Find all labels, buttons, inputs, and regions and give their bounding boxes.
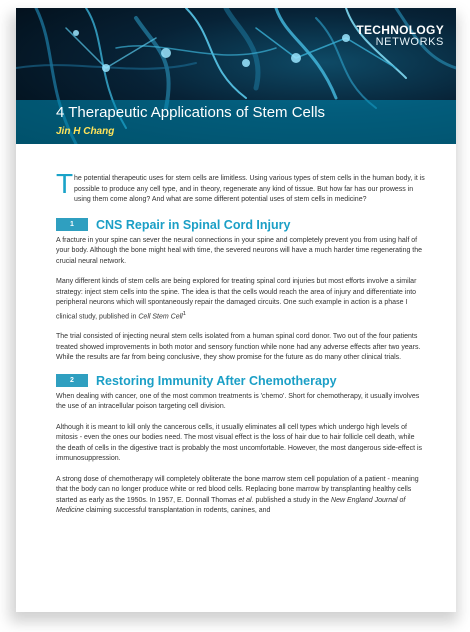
section-1-paragraph-2-text: Many different kinds of stem cells are being explored for treating spinal cord injuries but most efforts involve a similar strategy: inject stem cells into the spine. The idea is that the cells would reach the area of injury and differentiate into peripheral neurons which will spontaneously repair the damaged circuits. One such example in action is a phase I clinical study, published in [56, 278, 417, 320]
drop-cap: T [56, 168, 74, 199]
section-1-heading [56, 218, 426, 232]
section-2-paragraph-3-text: A strong dose of chemotherapy will completely obliterate the bone marrow stem cell population of a patient - meaning that the body can no longer produce white or red blood cells. Replacing bone marrow by transplanting healthy cells started as early as the 1950s. In 1957, E. Donnall Thomas [56, 475, 419, 504]
section-1-title: CNS Repair in Spinal Cord Injury [96, 217, 291, 232]
section-2-paragraph-3-mid: published a study in the [255, 496, 330, 504]
section-2-paragraph-3-end: claiming successful transplantation in rodents, canines, and [85, 507, 271, 515]
section-1-paragraph-3: The trial consisted of injecting neural stem cells isolated from a human spinal cord donor. Two out of the four patients treated showed improvements in both motor and sensory function while none had any adverse effects after two years. While the results are far from being conclusive, they show promise for the future as do many other clinical trials. [56, 333, 421, 362]
section-1-number: 1 [56, 218, 88, 231]
section-1-paragraph-2 [56, 277, 426, 322]
section-2-paragraph-2: Although it is meant to kill only the cancerous cells, it usually eliminates all cell types which undergo high levels of mitosis - even the ones our bodies need. The most visual effect is the loss of hair due to hair follicle cell death, while the death of cells in the digestive tract is probably the most uncomfortable. However, the most dangerous side-effect is immunosuppression. [56, 423, 423, 463]
et-al: et al. [238, 496, 254, 504]
section-2-title: Restoring Immunity After Chemotherapy [96, 373, 337, 388]
brand-line2: NETWORKS [375, 36, 444, 48]
section-2-paragraph-3 [56, 475, 426, 517]
intro-paragraph [56, 168, 426, 206]
document-author: Jin H Chang [56, 126, 115, 137]
brand-line1: TECHNOLOGY [356, 23, 444, 37]
reference-1: 1 [182, 310, 186, 317]
section-2-paragraph-1: When dealing with cancer, one of the most common treatments is 'chemo'. Short for chemotherapy, it usually involves the use of an intracellular poison targeting cell division. [56, 392, 420, 411]
journal-citation-2: New England Journal of Medicine [56, 496, 406, 515]
journal-citation: Cell Stem Cell [138, 312, 183, 320]
section-2-heading [56, 374, 426, 388]
brand-logo [356, 24, 444, 48]
article-body [56, 168, 426, 527]
intro-text: he potential therapeutic uses for stem cells are limitless. Using various types of stem cells in the human body, it is possible to produce any cell type, and in theory, regenerate any kind of tissue. But how far has our prowess in using them come along? And what are some different potential uses of stem cells in medicine? [74, 175, 425, 203]
document-page [16, 8, 456, 612]
document-title: 4 Therapeutic Applications of Stem Cells [56, 104, 326, 121]
section-2-number: 2 [56, 374, 88, 387]
section-1-paragraph-1: A fracture in your spine can sever the neural connections in your spine and completely prevent you from using half of your body. Although the bone might heal with time, the severed neurons will have a much harder time regenerating the crucial neural network. [56, 236, 423, 265]
